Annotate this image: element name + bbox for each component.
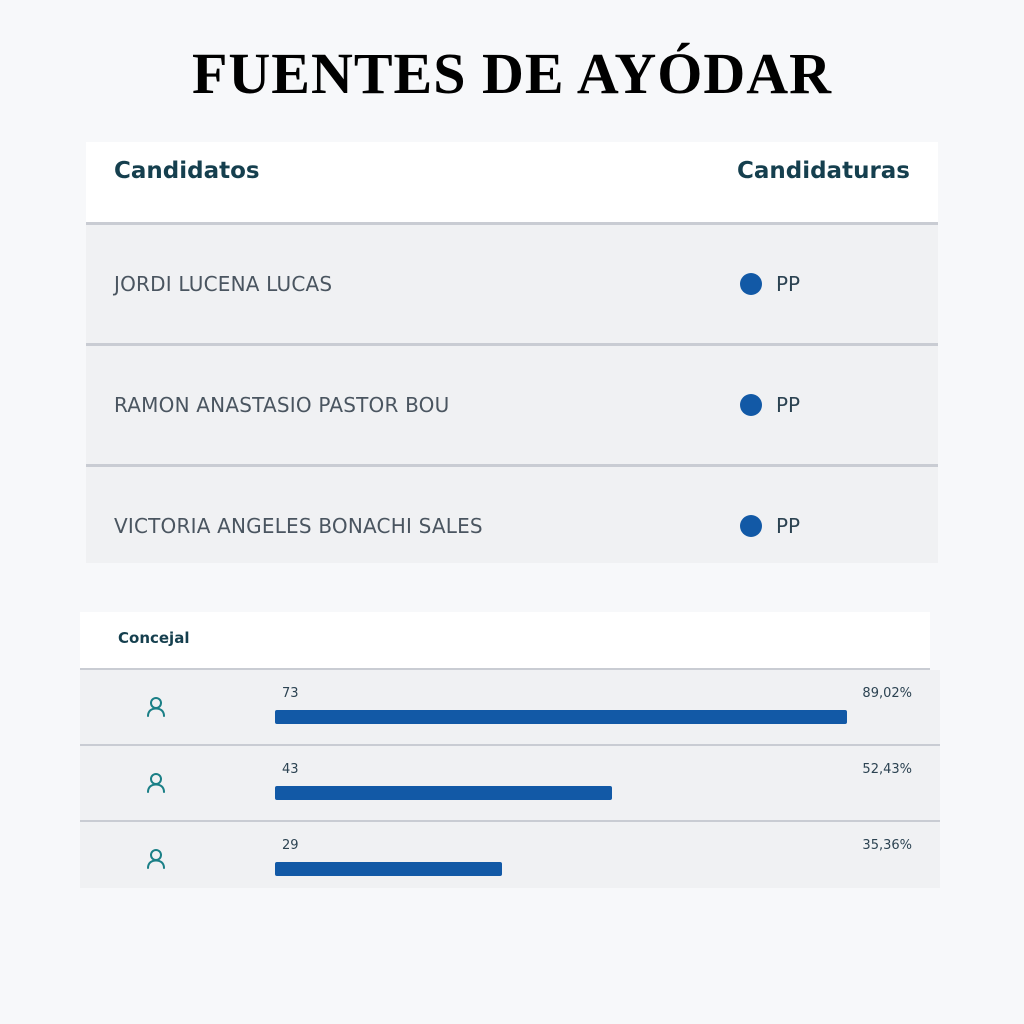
- bar-percent-label: 35,36%: [862, 838, 912, 853]
- table-row: [86, 346, 938, 467]
- party-label: PP: [776, 514, 801, 538]
- bar-percent-label: 52,43%: [862, 762, 912, 777]
- bar-count-label: 43: [282, 762, 299, 777]
- person-icon: [146, 696, 166, 718]
- bar-count-label: 29: [282, 838, 299, 853]
- chart-row: [80, 746, 940, 822]
- page-title: FUENTES DE AYÓDAR: [191, 41, 833, 106]
- bar: [275, 862, 502, 876]
- bar: [275, 786, 612, 800]
- chart-header: [80, 612, 930, 670]
- bar-track: [275, 786, 918, 800]
- party-cell: [740, 514, 800, 538]
- bar-percent-label: 89,02%: [862, 686, 912, 701]
- party-cell: [740, 272, 800, 296]
- candidates-table-header: [86, 142, 938, 225]
- concejal-chart: [80, 612, 944, 888]
- chart-row: [80, 822, 940, 888]
- candidate-name: VICTORIA ANGELES BONACHI SALES: [114, 514, 483, 538]
- party-dot-icon: [740, 273, 762, 295]
- table-row: [86, 467, 938, 563]
- party-cell: [740, 393, 800, 417]
- chart-title: Concejal: [118, 629, 190, 647]
- party-label: PP: [776, 393, 801, 417]
- bar-track: [275, 710, 918, 724]
- candidate-name: JORDI LUCENA LUCAS: [114, 272, 333, 296]
- candidate-name: RAMON ANASTASIO PASTOR BOU: [114, 393, 450, 417]
- party-dot-icon: [740, 515, 762, 537]
- chart-row: [80, 670, 940, 746]
- bar: [275, 710, 847, 724]
- header-candidates: Candidatos: [114, 158, 260, 184]
- bar-track: [275, 862, 918, 876]
- person-icon: [146, 848, 166, 870]
- party-label: PP: [776, 272, 801, 296]
- bar-count-label: 73: [282, 686, 299, 701]
- party-dot-icon: [740, 394, 762, 416]
- person-icon: [146, 772, 166, 794]
- table-row: [86, 225, 938, 346]
- header-party: Candidaturas: [736, 158, 910, 184]
- candidates-table: [86, 142, 938, 563]
